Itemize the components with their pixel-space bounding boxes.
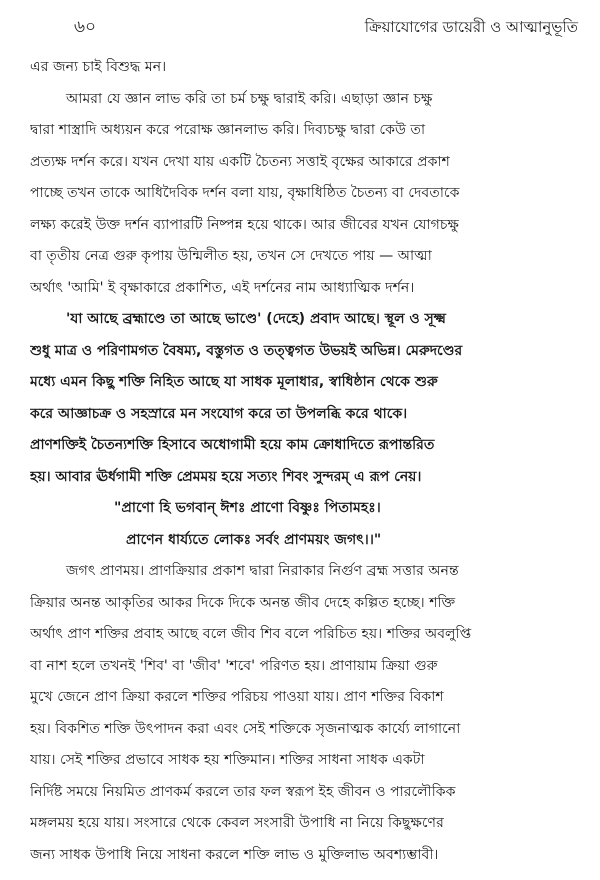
text-line: বা তৃতীয় নেত্র গুরু কৃপায় উন্মিলীত হয়, তখন সে দেখতে পায় — আত্মা [30,248,432,264]
text-line: প্রাণেন ধার্য্যতে লোকঃ সর্বং প্রাণময়ং জগৎ।।" [126,531,382,548]
page-header [30,14,578,48]
text-line: বা নাশ হলে তখনই 'শিব' বা 'জীব' 'শবে' পরিণত হয়। প্রাণায়াম ক্রিয়া গুরু [30,657,438,674]
text-line: শুধু মাত্র ও পরিণামগত বৈষম্য, বস্তুগত ও তত্ত্বগত উভয়ই অভিন্ন। মেরুদণ্ডের [30,342,463,359]
text-line: জন্য সাধক উপাধি নিয়ে সাধনা করলে শক্তি লাভ ও মুক্তিলাভ অবশ্যম্ভাবী। [30,846,439,863]
text-line: মুখে জেনে প্রাণ ক্রিয়া করলে শক্তির পরিচয় পাওয়া যায়। প্রাণ শক্তির বিকাশ [30,689,444,705]
text-line: আমরা যে জ্ঞান লাভ করি তা চর্ম চক্ষু দ্বারাই করি। এছাড়া জ্ঞান চক্ষু [66,90,433,107]
text-line: মধ্যে এমন কিছু শক্তি নিহিত আছে যা সাধক মূলাধার, স্বাধিষ্ঠান থেকে শুরু [30,374,438,390]
text-line: এর জন্য চাই বিশুদ্ধ মন। [30,59,167,75]
running-title: ক্রিয়াযোগের ডায়েরী ও আত্মানুভূতি [364,18,578,36]
text-line: মঙ্গলময় হয়ে যায়। সংসারে থেকে কেবল সংসারী উপাধি না নিয়ে কিছুক্ষণের [30,815,444,831]
text-line: যায়। সেই শক্তির প্রভাবে সাধক হয় শক্তিমান। শক্তির সাধনা সাধক একটা [30,752,425,768]
text-line: প্রত্যক্ষ দর্শন করে। যখন দেখা যায় একটি চৈতন্য সত্তাই বৃক্ষের আকারে প্রকাশ [30,153,450,170]
text-line: পাচ্ছে তখন তাকে আধিদৈবিক দর্শন বলা যায়, বৃক্ষাধিষ্ঠিত চৈতন্য বা দেবতাকে [30,185,460,201]
text-line: দ্বারা শাস্ত্রাদি অধ্যয়ন করে পরোক্ষ জ্ঞানলাভ করি। দিব্যচক্ষু দ্বারা কেউ তা [30,122,426,138]
text-line: 'যা আছে ব্রহ্মাণ্ডে তা আছে ভাণ্ডে' (দেহে) প্রবাদ আছে। স্থূল ও সূক্ষ্ম [66,311,446,327]
text-line: "প্রাণো হি ভগবান্ ঈশঃ প্রাণো বিষ্ণুঃ পিতামহঃ। [114,500,381,516]
text-line: করে আজ্ঞাচক্র ও সহস্রারে মন সংযোগ করে তা উপলব্ধি করে থাকে। [30,405,408,422]
text-line: নির্দিষ্ট সময়ে নিয়মিত প্রাণকর্ম করলে তার ফল স্বরূপ ইহ জীবন ও পারলৌকিক [30,783,456,800]
body-text [30,52,578,871]
text-line: জগৎ প্রাণময়। প্রাণক্রিয়ার প্রকাশ দ্বারা নিরাকার নির্গুণ ব্রহ্ম সত্তার অনন্ত [66,563,459,579]
text-line: হয়। বিকশিত শক্তি উৎপাদন করা এবং সেই শক্তিকে সৃজনাত্মক কার্য্যে লাগানো [30,720,461,737]
page-number: ৬০ [74,17,97,37]
text-line: লক্ষ্য করেই উক্ত দর্শন ব্যাপারটি নিষ্পন্ন হয়ে থাকে। আর জীবের যখন যোগচক্ষু [30,216,459,233]
text-line: অর্থাৎ প্রাণ শক্তির প্রবাহ আছে বলে জীব শিব বলে পরিচিত হয়। শক্তির অবলুপ্তি [30,626,472,642]
text-line: হয়। আবার ঊর্ধগামী শক্তি প্রেমময় হয়ে সত্যং শিবং সুন্দরম্ এ রূপ নেয়। [30,468,422,485]
text-line: ক্রিয়ার অনন্ত আকৃতির আকর দিকে দিকে অনন্ত জীব দেহে কল্পিত হচ্ছে। শক্তি [30,594,456,611]
text-line: প্রাণশক্তিই চৈতন্যশক্তি হিসাবে অধোগামী হয়ে কাম ক্রোধাদিতে রূপান্তরিত [30,437,435,453]
text-line: অর্থাৎ 'আমি' ই বৃক্ষাকারে প্রকাশিত, এই দর্শনের নাম আধ্যাত্মিক দর্শন। [30,279,415,296]
